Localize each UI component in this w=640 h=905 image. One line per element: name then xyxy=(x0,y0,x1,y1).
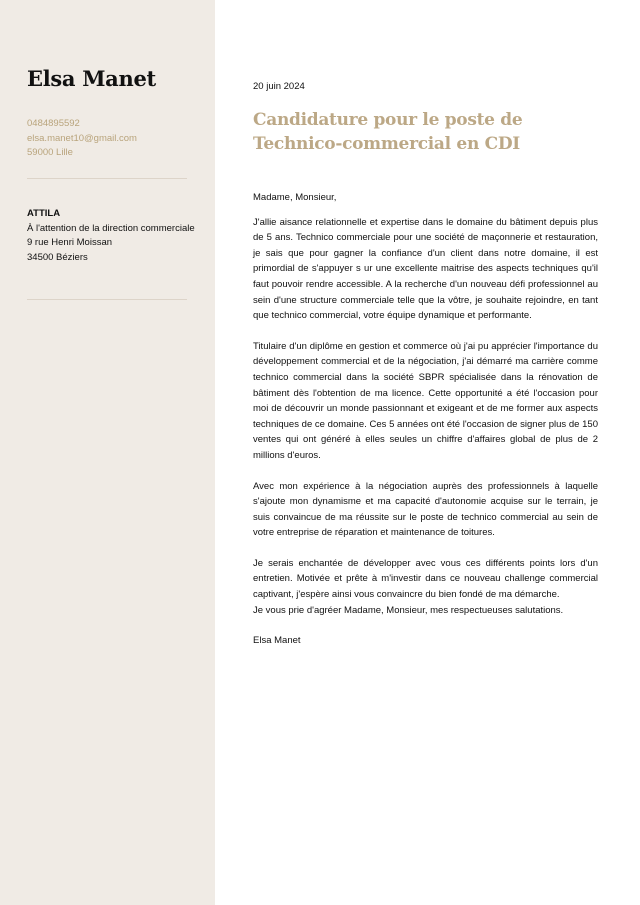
letter-paragraph-4: Je serais enchantée de développer avec vous ces différents points lors d'un entretien. Motivée et prête à m'investir dans ce nouveau challenge commercial captivant, j'espère ainsi vous convaincre du bien fondé de ma démarche. xyxy=(253,557,598,601)
recipient-street: 9 rue Henri Moissan xyxy=(27,237,113,248)
recipient-city: 34500 Béziers xyxy=(27,251,88,263)
letter-closing: Je vous prie d'agréer Madame, Monsieur, mes respectueuses salutations. xyxy=(253,604,564,616)
letter-paragraph-3: Avec mon expérience à la négociation auprès des professionnels à laquelle s'ajoute mon dynamisme et ma capacité d'autonomie acquise sur le terrain, je suis convaincue de ma réussite sur le poste de technico commercial au sein de votre entreprise de réparation et maintenance de toitures. xyxy=(253,480,598,539)
recipient-attention: À l'attention de la direction commerciale xyxy=(27,222,195,234)
letter-date: 20 juin 2024 xyxy=(253,81,305,92)
recipient-company: ATTILA xyxy=(27,208,61,219)
sidebar-divider-bottom xyxy=(27,299,187,300)
sender-email: elsa.manet10@gmail.com xyxy=(27,132,137,144)
sender-city: 59000 Lille xyxy=(27,147,73,158)
sender-contact xyxy=(27,117,137,161)
letter-paragraph-1: J'allie aisance relationnelle et expertise dans le domaine du bâtiment depuis plus de 5 ans. Technico commerciale pour une société de maçonnerie et restauration, je sais que pour gagner la confiance d'un client dans notre domaine, il est primordial de s'appuyer s ur une excellente maitrise des aspects techniques qu'il faut pouvoir rendre accessible. A la recherche d'un nouveau défi professionnel au sein d'une structure commerciale telle que la vôtre, je souhaite rejoindre, en tant que technico commercial, votre équipe dynamique et performante. xyxy=(253,216,598,322)
sender-phone: 0484895592 xyxy=(27,118,80,129)
letter-body xyxy=(253,190,598,649)
letter-title: Candidature pour le poste de Technico-commercial en CDI xyxy=(253,110,523,154)
recipient-address xyxy=(27,207,197,265)
sender-name: Elsa Manet xyxy=(27,66,156,91)
letter-paragraph-2: Titulaire d'un diplôme en gestion et commerce où j'ai pu apprécier l'importance du développement commercial et de la négociation, j'ai démarré ma carrière comme technico commercial dans la société SBPR spécialisée dans la rénovation de bâtiment dès l'obtention de ma licence. Cette opportunité a été l'occasion pour moi de découvrir un monde passionnant et exigeant et de me former aux aspects techniques de ce domaine. Ces 5 années ont été l'occasion de signer plus de 150 ventes qui ont généré à elles seules un chiffre d'affaires global de plus de 2 millions d'euros. xyxy=(253,340,598,461)
sidebar xyxy=(0,0,215,905)
sidebar-divider-top xyxy=(27,178,187,179)
letter-greeting: Madame, Monsieur, xyxy=(253,192,337,203)
letter-signature: Elsa Manet xyxy=(253,635,301,647)
